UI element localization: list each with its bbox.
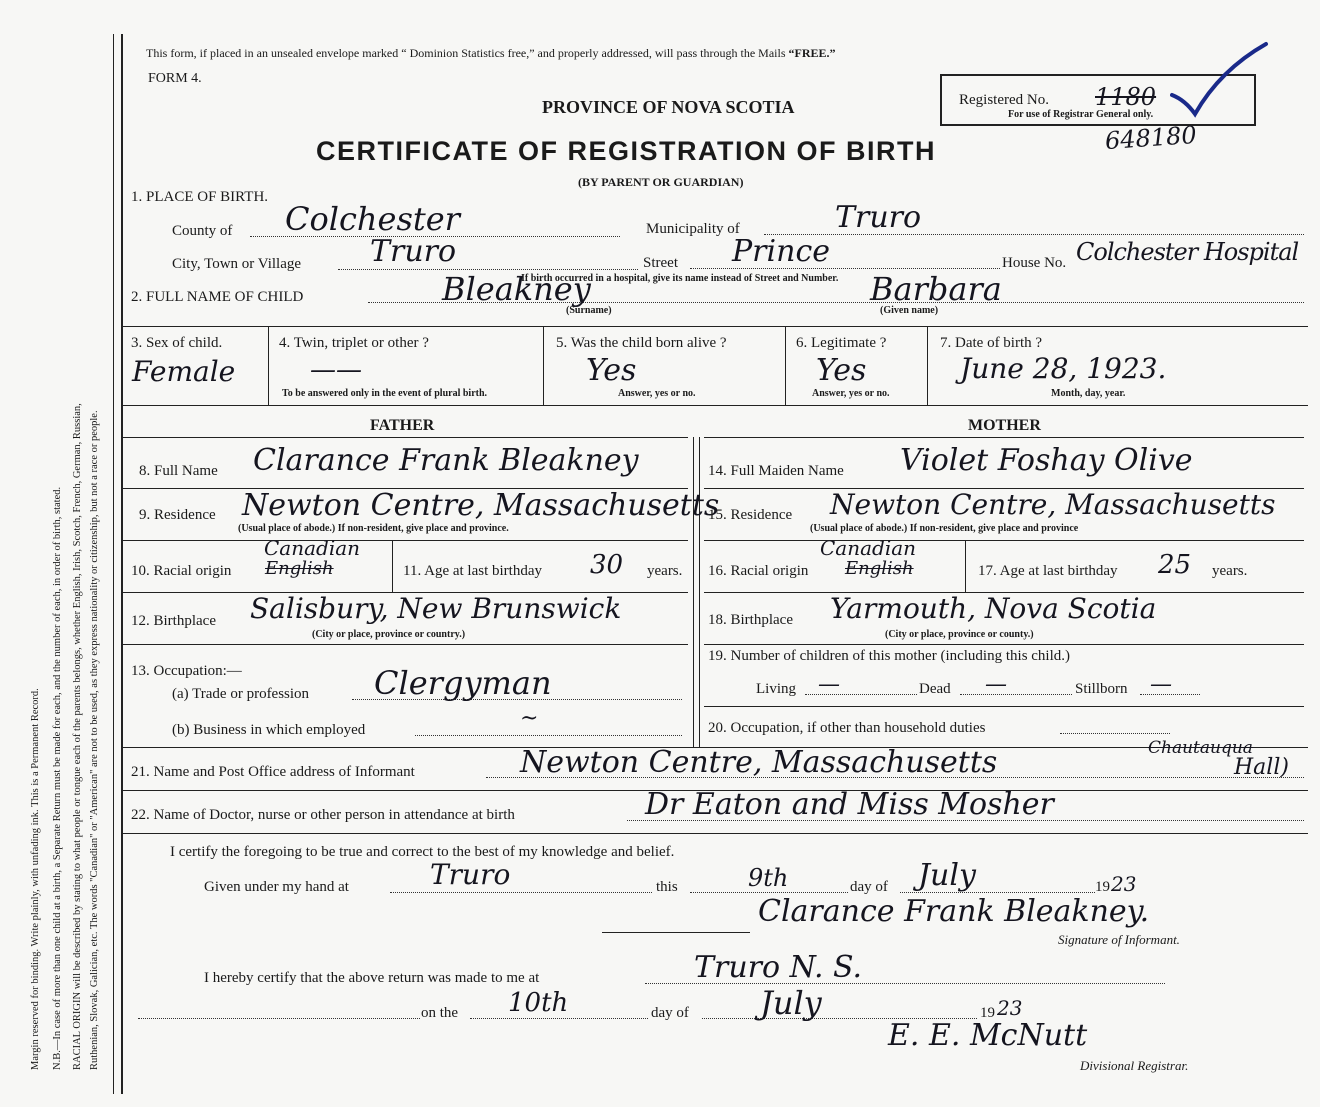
child-surname-value: Bleakney bbox=[442, 270, 591, 308]
city-value: Truro bbox=[370, 234, 457, 269]
registered-label: Registered No. bbox=[959, 92, 1049, 108]
sex-label: 3. Sex of child. bbox=[131, 335, 223, 351]
county-label: County of bbox=[172, 223, 233, 239]
father-racial-value: Canadian bbox=[264, 536, 361, 560]
certification-statement: I certify the foregoing to be true and correct to the best of my knowledge and belief. bbox=[170, 844, 675, 860]
legitimate-note: Answer, yes or no. bbox=[812, 388, 890, 399]
mother-children-label: 19. Number of children of this mother (including this child.) bbox=[708, 648, 1071, 664]
mother-racial-label: 16. Racial origin bbox=[708, 563, 809, 579]
margin-note-binding: Margin reserved for binding. Write plainly, with unfading ink. This is a Permanent Record. bbox=[30, 688, 41, 1070]
father-business-value: ~ bbox=[520, 706, 539, 731]
mother-age-unit: years. bbox=[1212, 563, 1248, 579]
signature-caption: Signature of Informant. bbox=[1058, 932, 1180, 947]
municipality-label: Municipality of bbox=[646, 221, 740, 237]
father-trade-label: (a) Trade or profession bbox=[172, 686, 310, 702]
street-value: Prince bbox=[732, 234, 830, 269]
house-label: House No. bbox=[1002, 255, 1067, 271]
doctor-value: Dr Eaton and Miss Mosher bbox=[645, 787, 1054, 822]
given-label: Given under my hand at bbox=[204, 879, 349, 895]
form-number: FORM 4. bbox=[148, 71, 202, 86]
alive-value: Yes bbox=[586, 353, 637, 388]
father-birthplace-note: (City or place, province or country.) bbox=[312, 629, 466, 640]
living-label: Living bbox=[756, 681, 796, 697]
day-value: 9th bbox=[748, 864, 789, 892]
dead-value: — bbox=[985, 672, 1007, 697]
father-residence-note: (Usual place of abode.) If non-resident, give place and province. bbox=[238, 523, 509, 534]
child-surname-caption: (Surname) bbox=[566, 305, 612, 316]
twin-label: 4. Twin, triplet or other ? bbox=[279, 335, 429, 351]
on-the-label: on the bbox=[421, 1005, 459, 1021]
father-occupation-label: 13. Occupation:— bbox=[131, 663, 242, 679]
mother-birthplace-value: Yarmouth, Nova Scotia bbox=[830, 592, 1157, 625]
living-value: — bbox=[818, 672, 840, 697]
mother-birthplace-label: 18. Birthplace bbox=[708, 612, 793, 628]
registrar-day-value: 10th bbox=[508, 988, 569, 1018]
page-subtitle: (BY PARENT OR GUARDIAN) bbox=[578, 175, 744, 189]
day-of-label: day of bbox=[850, 879, 888, 895]
city-label: City, Town or Village bbox=[172, 256, 302, 272]
registrar-statement: I hereby certify that the above return was made to me at bbox=[204, 970, 540, 986]
mother-residence-note: (Usual place of abode.) If non-resident, give place and province bbox=[810, 523, 1079, 534]
informant-label: 21. Name and Post Office address of Informant bbox=[131, 764, 415, 780]
dob-value: June 28, 1923. bbox=[960, 352, 1167, 385]
dob-label: 7. Date of birth ? bbox=[940, 335, 1043, 351]
postal-note: This form, if placed in an unsealed envelope marked “ Dominion Statistics free,” and properly addressed, will pass through the Mails “FREE.” bbox=[146, 46, 836, 60]
father-name-label: 8. Full Name bbox=[139, 463, 218, 479]
mother-name-label: 14. Full Maiden Name bbox=[708, 463, 844, 479]
dob-note: Month, day, year. bbox=[1051, 388, 1126, 399]
alive-label: 5. Was the child born alive ? bbox=[556, 335, 727, 351]
father-age-unit: years. bbox=[647, 563, 683, 579]
registrar-signature: E. E. McNutt bbox=[888, 1018, 1088, 1053]
mother-racial-value: Canadian bbox=[820, 536, 917, 560]
year-value: 23 bbox=[1111, 872, 1137, 896]
father-trade-value: Clergyman bbox=[374, 664, 552, 702]
margin-note-racial-origin-cont: Ruthenian, Slovak, Galician, etc. The words "Canadian" or "American" are not to be used, as they express nationality or citizenship, but not a race or people. bbox=[89, 410, 100, 1070]
father-birthplace-value: Salisbury, New Brunswick bbox=[250, 592, 622, 625]
doctor-label: 22. Name of Doctor, nurse or other person in attendance at birth bbox=[131, 807, 515, 823]
handwritten-number: 648180 bbox=[1104, 120, 1198, 156]
checkmark-icon bbox=[1170, 40, 1270, 120]
registrar-month-value: July bbox=[760, 984, 822, 1022]
hospital-note: If birth occurred in a hospital, give its name instead of Street and Number. bbox=[521, 273, 839, 284]
informant-struck-value: Chautauqua bbox=[1148, 738, 1253, 758]
mother-residence-value: Newton Centre, Massachusetts bbox=[830, 488, 1276, 521]
informant-signature: Clarance Frank Bleakney. bbox=[758, 894, 1150, 929]
stillborn-label: Stillborn bbox=[1075, 681, 1128, 697]
father-name-value: Clarance Frank Bleakney bbox=[253, 443, 639, 478]
child-name-label: 2. FULL NAME OF CHILD bbox=[131, 289, 304, 305]
year-prefix: 19 bbox=[1095, 879, 1110, 895]
registrar-place-value: Truro N. S. bbox=[694, 950, 863, 985]
binding-line-1 bbox=[113, 34, 114, 1094]
legitimate-label: 6. Legitimate ? bbox=[796, 335, 887, 351]
registrar-caption: Divisional Registrar. bbox=[1080, 1058, 1189, 1073]
mother-racial-struck: English bbox=[845, 558, 914, 579]
municipality-value: Truro bbox=[835, 200, 922, 235]
place-of-birth-heading: 1. PLACE OF BIRTH. bbox=[131, 189, 269, 205]
registrar-day-of-label: day of bbox=[651, 1005, 689, 1021]
given-place-value: Truro bbox=[430, 858, 511, 891]
father-residence-value: Newton Centre, Massachusetts bbox=[242, 488, 720, 523]
stillborn-value: — bbox=[1150, 672, 1172, 697]
province-heading: PROVINCE OF NOVA SCOTIA bbox=[542, 97, 795, 117]
mother-occupation-label: 20. Occupation, if other than household duties bbox=[708, 720, 986, 736]
sex-value: Female bbox=[132, 355, 236, 388]
child-given-value: Barbara bbox=[870, 270, 1002, 308]
father-age-label: 11. Age at last birthday bbox=[403, 563, 542, 579]
registrar-use-note: For use of Registrar General only. bbox=[1008, 109, 1154, 120]
registered-value: 1180 bbox=[1095, 83, 1157, 111]
child-given-caption: (Given name) bbox=[880, 305, 939, 316]
father-business-label: (b) Business in which employed bbox=[172, 722, 366, 738]
page-title: CERTIFICATE OF REGISTRATION OF BIRTH bbox=[316, 136, 936, 166]
father-birthplace-label: 12. Birthplace bbox=[131, 613, 216, 629]
mother-age-value: 25 bbox=[1158, 550, 1192, 580]
registrar-year-prefix: 19 bbox=[980, 1005, 995, 1021]
twin-value: —— bbox=[310, 355, 362, 385]
this-label: this bbox=[656, 879, 678, 895]
father-racial-label: 10. Racial origin bbox=[131, 563, 232, 579]
informant-extra-value: Hall) bbox=[1234, 755, 1289, 780]
registrar-year-value: 23 bbox=[997, 996, 1023, 1020]
mother-birthplace-note: (City or place, province or county.) bbox=[885, 629, 1034, 640]
father-residence-label: 9. Residence bbox=[139, 507, 216, 523]
mother-age-label: 17. Age at last birthday bbox=[978, 563, 1118, 579]
twin-note: To be answered only in the event of plural birth. bbox=[282, 388, 488, 399]
father-age-value: 30 bbox=[590, 550, 624, 580]
street-label: Street bbox=[643, 255, 678, 271]
margin-note-racial-origin: RACIAL ORIGIN will be described by stating to what people or tongue each of the parents belongs, whether English, Irish, Scotch, French, German, Russian, bbox=[72, 403, 83, 1070]
mother-residence-label: 15. Residence bbox=[708, 507, 793, 523]
mother-name-value: Violet Foshay Olive bbox=[900, 443, 1193, 478]
county-value: Colchester bbox=[285, 200, 460, 238]
house-value: Colchester Hospital bbox=[1076, 238, 1299, 266]
legitimate-value: Yes bbox=[816, 353, 867, 388]
dead-label: Dead bbox=[919, 681, 951, 697]
alive-note: Answer, yes or no. bbox=[618, 388, 696, 399]
father-racial-struck: English bbox=[265, 558, 334, 579]
month-value: July bbox=[918, 858, 976, 893]
father-heading: FATHER bbox=[370, 417, 435, 434]
informant-value: Newton Centre, Massachusetts bbox=[520, 745, 998, 780]
mother-heading: MOTHER bbox=[968, 417, 1041, 434]
margin-note-multiple-births: N.B.—In case of more than one child at a birth, a Separate Return must be made for each, and the number of each, in order of birth, stated. bbox=[52, 486, 63, 1070]
binding-line-2 bbox=[121, 34, 123, 1094]
